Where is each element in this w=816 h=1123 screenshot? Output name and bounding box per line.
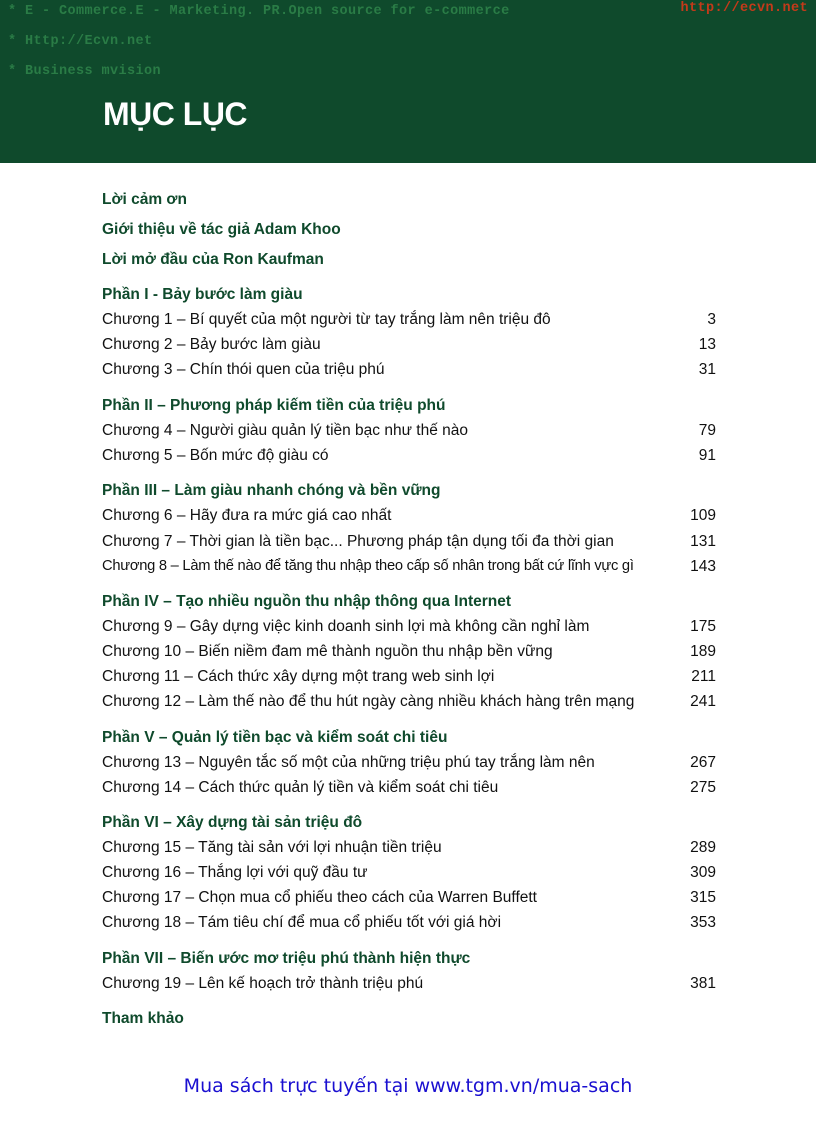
toc-entry[interactable]	[102, 336, 716, 360]
page-number: 3	[707, 311, 716, 328]
chapter-title: Chương 13 – Nguyên tắc số một của những triệu phú tay trắng làm nên	[102, 754, 595, 771]
page-number: 79	[698, 422, 716, 439]
watermark-line: * Http://Ecvn.net	[8, 34, 153, 49]
watermark-line: * Business mvision	[8, 64, 162, 79]
part-heading[interactable]: Phần VII – Biến ước mơ triệu phú thành hiện thực	[102, 950, 471, 967]
chapter-title: Chương 18 – Tám tiêu chí để mua cổ phiếu tốt với giá hời	[102, 914, 502, 931]
chapter-title: Chương 7 – Thời gian là tiền bạc... Phương pháp tận dụng tối đa thời gian	[102, 533, 614, 550]
chapter-title: Chương 2 – Bảy bước làm giàu	[102, 336, 321, 353]
page-number: 143	[690, 558, 716, 575]
page-number: 275	[690, 779, 716, 796]
page-number: 241	[690, 693, 716, 710]
part-heading[interactable]: Phần VI – Xây dựng tài sản triệu đô	[102, 814, 363, 831]
page-number: 381	[690, 975, 716, 992]
header-banner	[0, 0, 816, 163]
page-title: MỤC LỤC	[103, 96, 248, 132]
watermark-url[interactable]: http://ecvn.net	[680, 1, 808, 16]
toc-entry[interactable]	[102, 754, 716, 778]
chapter-title: Chương 12 – Làm thế nào để thu hút ngày càng nhiều khách hàng trên mạng	[102, 693, 635, 710]
part-heading[interactable]: Phần V – Quản lý tiền bạc và kiểm soát chi tiêu	[102, 729, 448, 746]
page-number: 267	[690, 754, 716, 771]
toc-entry[interactable]	[102, 668, 716, 692]
chapter-title: Chương 6 – Hãy đưa ra mức giá cao nhất	[102, 507, 392, 524]
front-matter-link[interactable]: Lời cảm ơn	[102, 191, 187, 208]
toc-entry[interactable]	[102, 361, 716, 385]
chapter-title: Chương 5 – Bốn mức độ giàu có	[102, 447, 329, 464]
page-number: 289	[690, 839, 716, 856]
toc-entry[interactable]	[102, 311, 716, 335]
page-number: 109	[690, 507, 716, 524]
footer-purchase-link[interactable]: Mua sách trực tuyến tại www.tgm.vn/mua-sach	[183, 1075, 633, 1097]
toc-entry[interactable]	[102, 618, 716, 642]
part-heading[interactable]: Phần IV – Tạo nhiều nguồn thu nhập thông qua Internet	[102, 593, 512, 610]
toc-entry[interactable]	[102, 779, 716, 803]
page-number: 315	[690, 889, 716, 906]
toc-entry[interactable]	[102, 533, 716, 557]
front-matter-link[interactable]: Lời mở đầu của Ron Kaufman	[102, 251, 324, 268]
toc-entry[interactable]	[102, 839, 716, 863]
page-number: 13	[698, 336, 716, 353]
page-number: 189	[690, 643, 716, 660]
chapter-title: Chương 8 – Làm thế nào để tăng thu nhập theo cấp số nhân trong bất cứ lĩnh vực gì	[102, 558, 634, 574]
chapter-title: Chương 11 – Cách thức xây dựng một trang web sinh lợi	[102, 668, 495, 685]
chapter-title: Chương 4 – Người giàu quản lý tiền bạc như thế nào	[102, 422, 468, 439]
part-heading[interactable]: Phần III – Làm giàu nhanh chóng và bền vững	[102, 482, 441, 499]
toc-entry[interactable]	[102, 889, 716, 913]
page-number: 31	[698, 361, 716, 378]
chapter-title: Chương 16 – Thắng lợi với quỹ đầu tư	[102, 864, 368, 881]
toc-entry[interactable]	[102, 447, 716, 471]
toc-entry[interactable]	[102, 864, 716, 888]
part-heading[interactable]: Phần II – Phương pháp kiếm tiền của triệu phú	[102, 397, 446, 414]
front-matter-link[interactable]: Giới thiệu về tác giả Adam Khoo	[102, 221, 341, 238]
toc-entry[interactable]	[102, 422, 716, 446]
toc-entry[interactable]	[102, 975, 716, 999]
chapter-title: Chương 17 – Chọn mua cổ phiếu theo cách của Warren Buffett	[102, 889, 537, 906]
chapter-title: Chương 9 – Gây dựng việc kinh doanh sinh lợi mà không cần nghỉ làm	[102, 618, 590, 635]
page-number: 309	[690, 864, 716, 881]
page-number: 211	[691, 668, 716, 685]
chapter-title: Chương 3 – Chín thói quen của triệu phú	[102, 361, 385, 378]
toc-entry[interactable]	[102, 507, 716, 531]
watermark-line: * E - Commerce.E - Marketing. PR.Open source for e-commerce	[8, 4, 510, 19]
chapter-title: Chương 10 – Biến niềm đam mê thành nguồn thu nhập bền vững	[102, 643, 553, 660]
toc-entry[interactable]	[102, 643, 716, 667]
part-heading[interactable]: Phần I - Bảy bước làm giàu	[102, 286, 303, 303]
back-matter-link[interactable]: Tham khảo	[102, 1010, 184, 1027]
chapter-title: Chương 14 – Cách thức quản lý tiền và kiểm soát chi tiêu	[102, 779, 499, 796]
chapter-title: Chương 1 – Bí quyết của một người từ tay trắng làm nên triệu đô	[102, 311, 551, 328]
page-number: 353	[690, 914, 716, 931]
page-number: 175	[690, 618, 716, 635]
toc-entry[interactable]	[102, 914, 716, 938]
page-number: 91	[698, 447, 716, 464]
chapter-title: Chương 15 – Tăng tài sản với lợi nhuận tiền triệu	[102, 839, 442, 856]
toc-entry[interactable]	[102, 693, 716, 717]
toc-entry[interactable]	[102, 558, 716, 582]
chapter-title: Chương 19 – Lên kế hoạch trở thành triệu phú	[102, 975, 424, 992]
page-number: 131	[690, 533, 716, 550]
